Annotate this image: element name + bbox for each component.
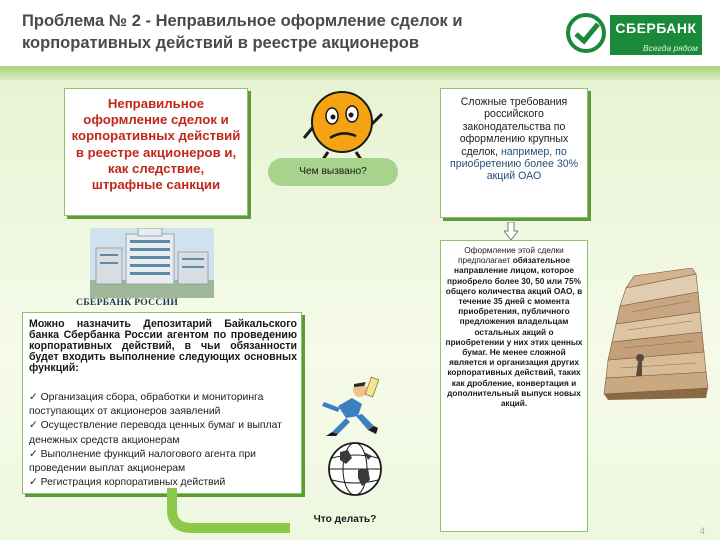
down-arrow-icon <box>504 222 518 240</box>
worried-face-icon <box>302 84 386 166</box>
deal-intro-text: Оформление этой сделки предполагает <box>458 245 564 266</box>
sberbank-logo <box>566 12 702 58</box>
problem-box: Неправильное оформление сделок и корпоративных действий в реестре акционеров и, как следствие, штрафные санкции <box>64 88 248 216</box>
logo-tagline: Всегда рядом <box>610 41 702 55</box>
depositary-heading: Можно назначить Депозитарий Байкальского банка Сбербанка России агентом по проведению корпоративных действий, в чьи обязанности будет входить выполнение следующих основных функций: <box>29 318 297 374</box>
bank-building-image <box>90 228 214 298</box>
header-divider-bar <box>0 66 720 80</box>
page-number: 4 <box>700 526 706 536</box>
function-item: ✓ Осуществление перевода ценных бумаг и выплат денежных средств акционерам <box>29 420 282 446</box>
requirements-box <box>440 88 588 218</box>
requirements-main-text: Сложные требования российского законодательства по оформлению крупных сделок, <box>459 96 569 158</box>
slide-header <box>0 0 720 66</box>
depositary-box <box>22 312 302 494</box>
function-item: ✓ Регистрация корпоративных действий <box>29 477 226 489</box>
cause-question-label: Чем вызвано? <box>268 158 398 186</box>
deal-requirements-box <box>440 240 588 532</box>
requirements-example-text: например, по приобретению более 30% акций ОАО <box>449 145 579 183</box>
title-line-1: Проблема № 2 - Неправильное оформление сделок и <box>22 12 463 30</box>
logo-name: СБЕРБАНК <box>610 15 702 41</box>
paper-stack-image <box>600 268 712 400</box>
sberbank-logo-icon <box>566 12 606 54</box>
todo-question-label: Что делать? <box>313 514 377 525</box>
depositary-functions-list <box>29 391 299 490</box>
slide-title <box>22 10 542 54</box>
building-caption: СБЕРБАНК РОССИИ <box>76 297 179 308</box>
running-businessman-image <box>318 376 392 438</box>
function-item: ✓ Выполнение функций налогового агента при проведении выплат акционерам <box>29 448 256 475</box>
deal-details-text: обязательное направление лицом, которое приобрело более 30, 50 или 75% общего количества акций ОАО, в течение 35 дней с момента приобретения, публичного предложения владельцам остальных акций о приобретении у них этих ценных бумаг. Не менее сложной является и организация других корпоративных действий, таких как дробление, конвертация и дополнительный выпуск новых акций. <box>445 255 583 409</box>
title-line-2: корпоративных действий в реестре акционеров <box>22 34 420 52</box>
function-item: ✓ Организация сбора, обработки и мониторинга поступающих от акционеров заявлений <box>29 392 264 418</box>
